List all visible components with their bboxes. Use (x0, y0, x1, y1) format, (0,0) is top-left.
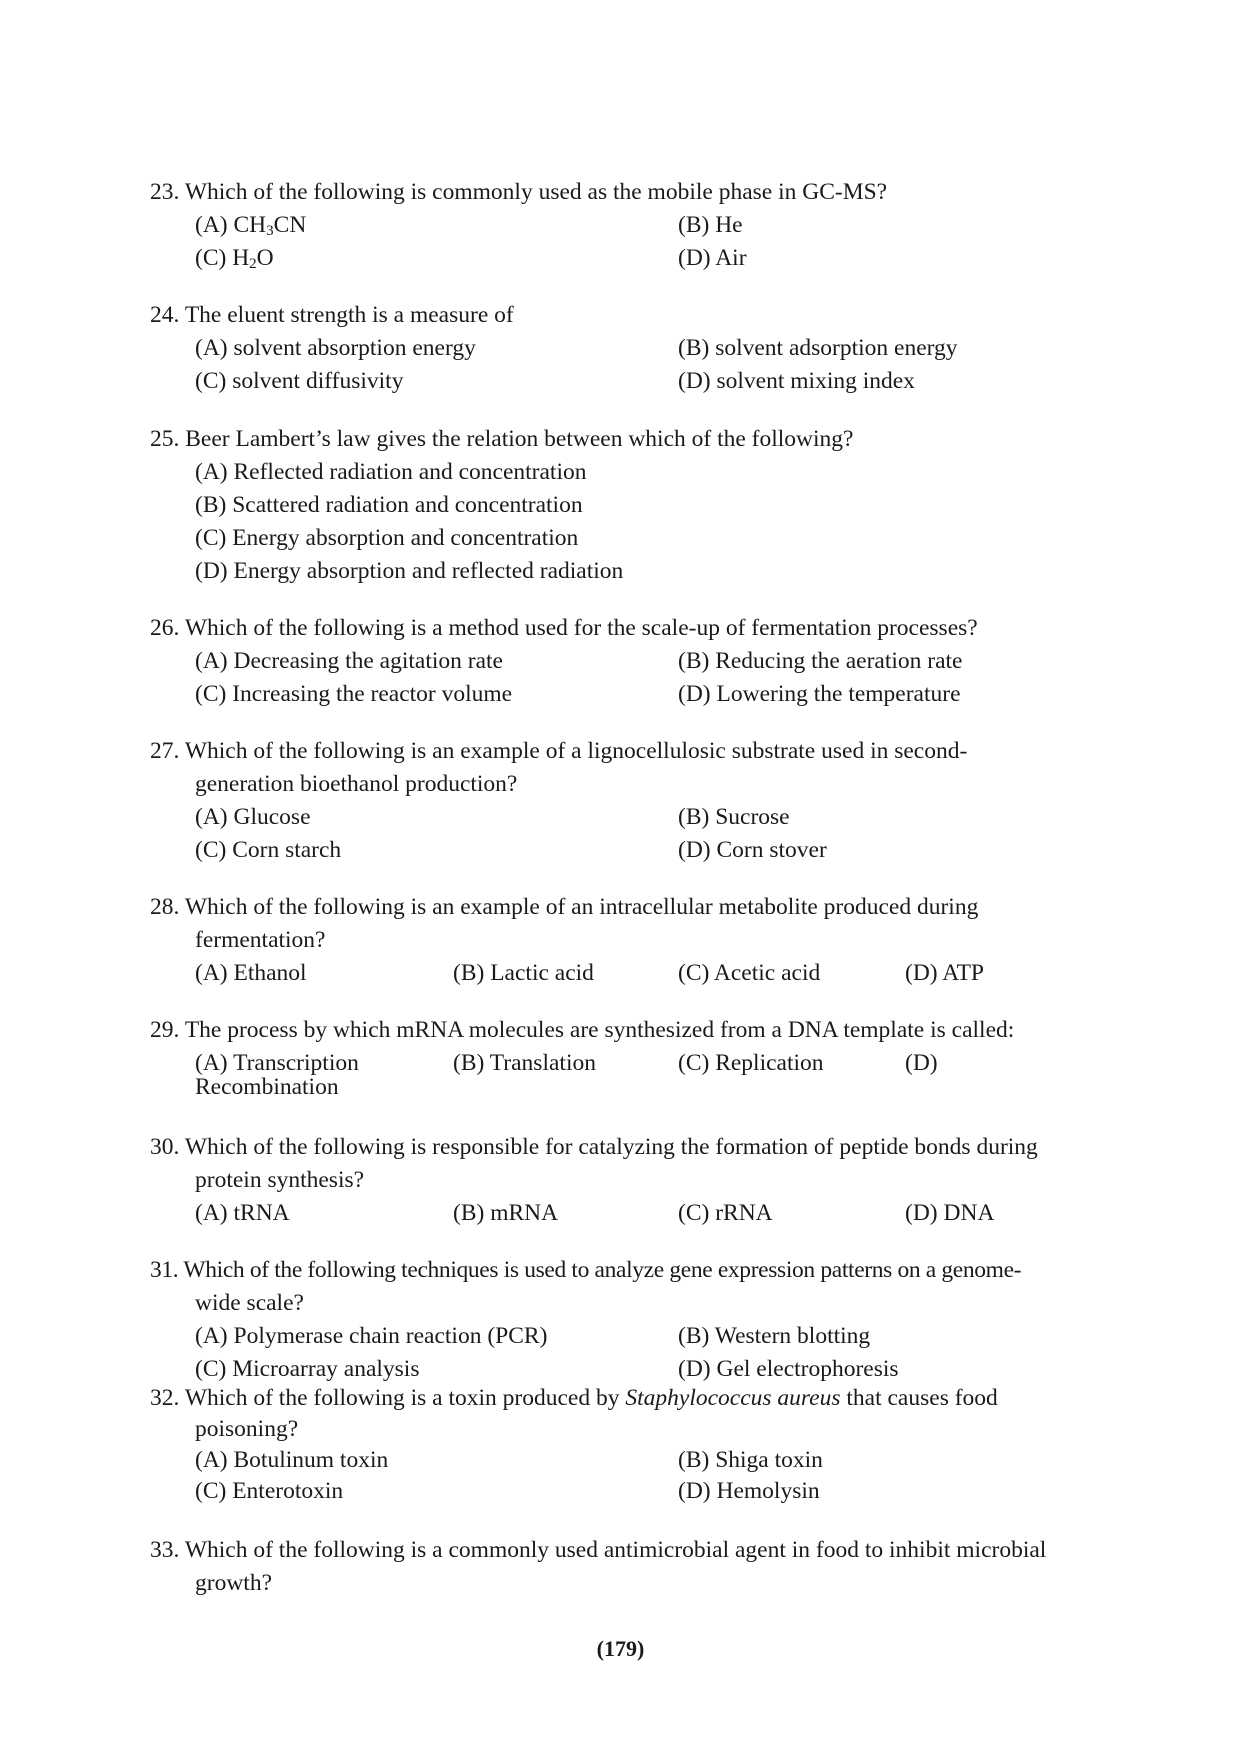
option-a: (A) Polymerase chain reaction (PCR) (195, 1323, 548, 1349)
question-24 (150, 299, 1095, 398)
question-27-stem: 27. Which of the following is an example of a lignocellulosic substrate used in second- (150, 738, 968, 764)
option-b: (B) Sucrose (678, 804, 790, 830)
question-23 (150, 176, 1095, 275)
question-27 (150, 735, 1095, 867)
question-30-stem: 30. Which of the following is responsible for catalyzing the formation of peptide bonds during (150, 1134, 1038, 1160)
question-28-stem-continuation: fermentation? (195, 927, 326, 953)
option-d-continuation: Recombination (195, 1074, 339, 1100)
question-32 (150, 1383, 1095, 1507)
option-row (150, 1476, 1095, 1507)
option-row (150, 209, 1095, 242)
option-d: (D) solvent mixing index (678, 368, 915, 394)
option-a: (A) tRNA (195, 1200, 290, 1226)
option-c: (C) Acetic acid (678, 960, 821, 986)
option-c: (C) Replication (678, 1050, 824, 1076)
option-row (150, 1197, 1095, 1230)
option-row (150, 1047, 1095, 1080)
option-b: (B) Translation (453, 1050, 596, 1076)
option-a: (A) Glucose (195, 804, 311, 830)
option-row (150, 332, 1095, 365)
question-24-stem: 24. The eluent strength is a measure of (150, 302, 514, 328)
question-26-stem: 26. Which of the following is a method used for the scale-up of fermentation processes? (150, 615, 978, 641)
question-31 (150, 1254, 1095, 1386)
question-33-stem: 33. Which of the following is a commonly used antimicrobial agent in food to inhibit microbial (150, 1537, 1047, 1563)
option-b: (B) Lactic acid (453, 960, 594, 986)
option-a: (A) Transcription (195, 1050, 359, 1076)
option-row (150, 801, 1095, 834)
option-row (150, 242, 1095, 275)
option-b: (B) Scattered radiation and concentration (195, 492, 583, 518)
option-c: (C) Microarray analysis (195, 1356, 420, 1382)
question-28-stem: 28. Which of the following is an example of an intracellular metabolite produced during (150, 894, 979, 920)
question-33 (150, 1534, 1095, 1600)
question-31-stem: 31. Which of the following techniques is used to analyze gene expression patterns on a genome- (150, 1257, 1022, 1283)
option-a: (A) Botulinum toxin (195, 1447, 389, 1473)
option-c: (C) $H_2O$ (195, 245, 274, 272)
option-b: (B) Western blotting (678, 1323, 871, 1349)
option-a: (A) Ethanol (195, 960, 307, 986)
option-d: (D) Gel electrophoresis (678, 1356, 899, 1382)
option-row (150, 834, 1095, 867)
question-32-stem: 32. Which of the following is a toxin produced by Staphylococcus aureus that causes food (150, 1385, 998, 1411)
option-d: (D) Corn stover (678, 837, 827, 863)
question-29 (150, 1014, 1095, 1100)
question-23-stem: 23. Which of the following is commonly used as the mobile phase in GC-MS? (150, 179, 888, 205)
page-number: (179) (596, 1636, 645, 1661)
question-30-stem-continuation: protein synthesis? (195, 1167, 365, 1193)
question-26 (150, 612, 1095, 711)
option-row (150, 678, 1095, 711)
question-28 (150, 891, 1095, 990)
option-d: (D) (905, 1050, 938, 1076)
option-d: (D) Air (678, 245, 747, 271)
question-25 (150, 423, 1095, 588)
option-row (150, 1445, 1095, 1476)
option-row (150, 1353, 1095, 1386)
option-row (150, 957, 1095, 990)
option-c: (C) solvent diffusivity (195, 368, 404, 394)
organism-name: Staphylococcus aureus (625, 1385, 841, 1411)
option-b: (B) He (678, 212, 743, 238)
option-row (150, 365, 1095, 398)
question-25-stem: 25. Beer Lambert’s law gives the relation between which of the following? (150, 426, 854, 452)
question-27-stem-continuation: generation bioethanol production? (195, 771, 518, 797)
option-c: (C) Corn starch (195, 837, 342, 863)
question-29-stem: 29. The process by which mRNA molecules are synthesized from a DNA template is called: (150, 1017, 1015, 1043)
option-d: (D) ATP (905, 960, 984, 986)
question-32-stem-continuation: poisoning? (195, 1416, 299, 1442)
option-a: (A) Reflected radiation and concentration (195, 459, 587, 485)
option-row (150, 645, 1095, 678)
option-row (150, 1320, 1095, 1353)
option-d: (D) Hemolysin (678, 1478, 820, 1504)
option-d: (D) DNA (905, 1200, 995, 1226)
option-a: (A) solvent absorption energy (195, 335, 476, 361)
option-c: (C) Enterotoxin (195, 1478, 344, 1504)
option-b: (B) solvent adsorption energy (678, 335, 958, 361)
option-b: (B) Shiga toxin (678, 1447, 823, 1473)
option-b: (B) mRNA (453, 1200, 559, 1226)
option-d: (D) Lowering the temperature (678, 681, 961, 707)
question-33-stem-continuation: growth? (195, 1570, 273, 1596)
question-31-stem-continuation: wide scale? (195, 1290, 304, 1316)
option-c: (C) Energy absorption and concentration (195, 525, 579, 551)
option-a: (A) Decreasing the agitation rate (195, 648, 503, 674)
option-c: (C) rRNA (678, 1200, 773, 1226)
option-a: (A) $CH_3CN$ (195, 212, 307, 239)
option-b: (B) Reducing the aeration rate (678, 648, 963, 674)
question-30 (150, 1131, 1095, 1230)
option-c: (C) Increasing the reactor volume (195, 681, 513, 707)
option-d: (D) Energy absorption and reflected radiation (195, 558, 624, 584)
